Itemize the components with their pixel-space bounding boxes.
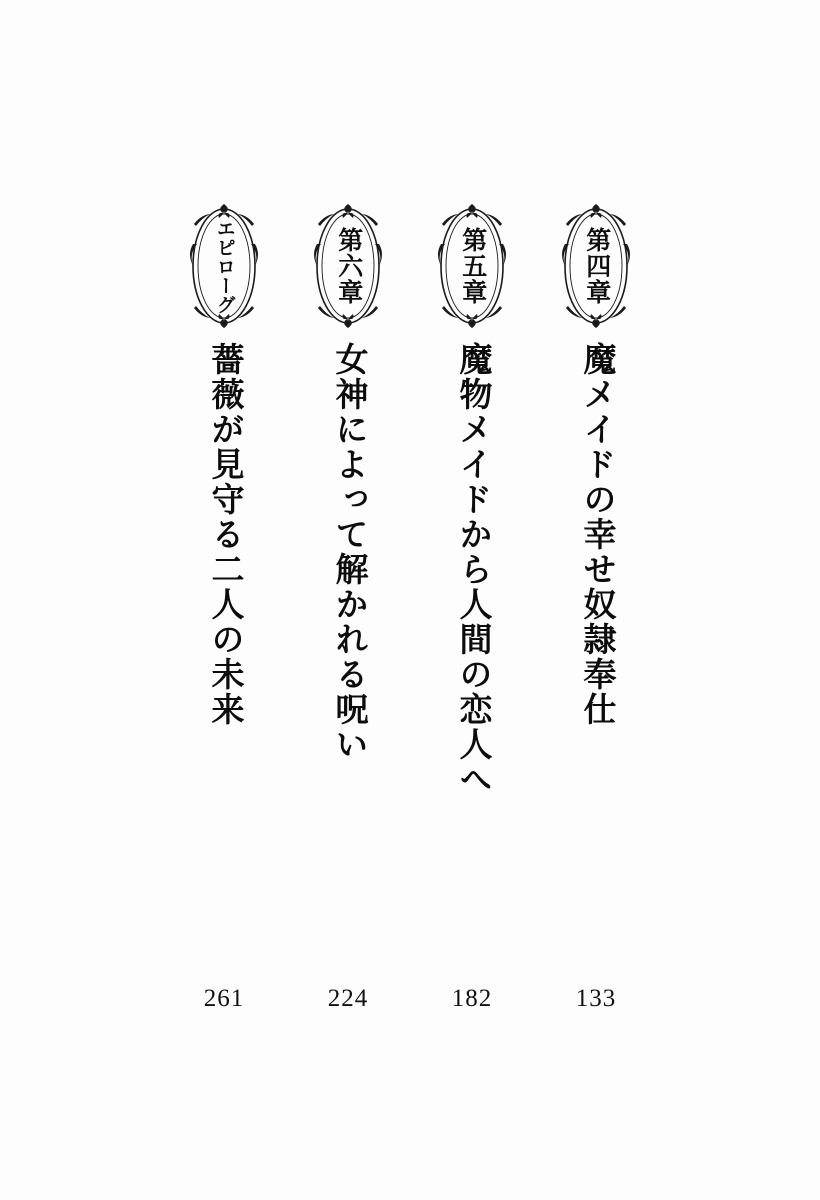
toc-entry-marker: 第五章 xyxy=(458,227,486,305)
toc-entry-marker: エピローグ xyxy=(213,218,235,314)
toc-page-number[interactable]: 133 xyxy=(575,985,617,1012)
oval-filigree-frame-icon xyxy=(553,200,639,332)
toc-page-number[interactable]: 182 xyxy=(451,985,493,1012)
toc-entry-marker: 第四章 xyxy=(582,227,610,305)
toc-entry[interactable] xyxy=(553,200,639,1060)
oval-filigree-frame-icon xyxy=(429,200,515,332)
toc-entry-title: 薔薇が見守る二人の未来 xyxy=(206,342,243,727)
toc-entry[interactable] xyxy=(305,200,391,1060)
toc-entry[interactable] xyxy=(181,200,267,1060)
toc-entry-title: 魔メイドの幸せ奴隷奉仕 xyxy=(578,342,615,727)
toc-entry-title: 女神によって解かれる呪い xyxy=(330,342,367,762)
toc-page-number[interactable]: 224 xyxy=(327,985,369,1012)
oval-filigree-frame-icon xyxy=(305,200,391,332)
toc-entry-marker: 第六章 xyxy=(334,227,362,305)
toc-page-number-list xyxy=(0,985,820,1013)
toc-entry[interactable] xyxy=(429,200,515,1060)
toc-entry-title: 魔物メイドから人間の恋人へ xyxy=(454,342,491,797)
toc-entry-list xyxy=(0,200,820,1060)
oval-filigree-frame-icon xyxy=(181,200,267,332)
toc-page-number[interactable]: 261 xyxy=(203,985,245,1012)
